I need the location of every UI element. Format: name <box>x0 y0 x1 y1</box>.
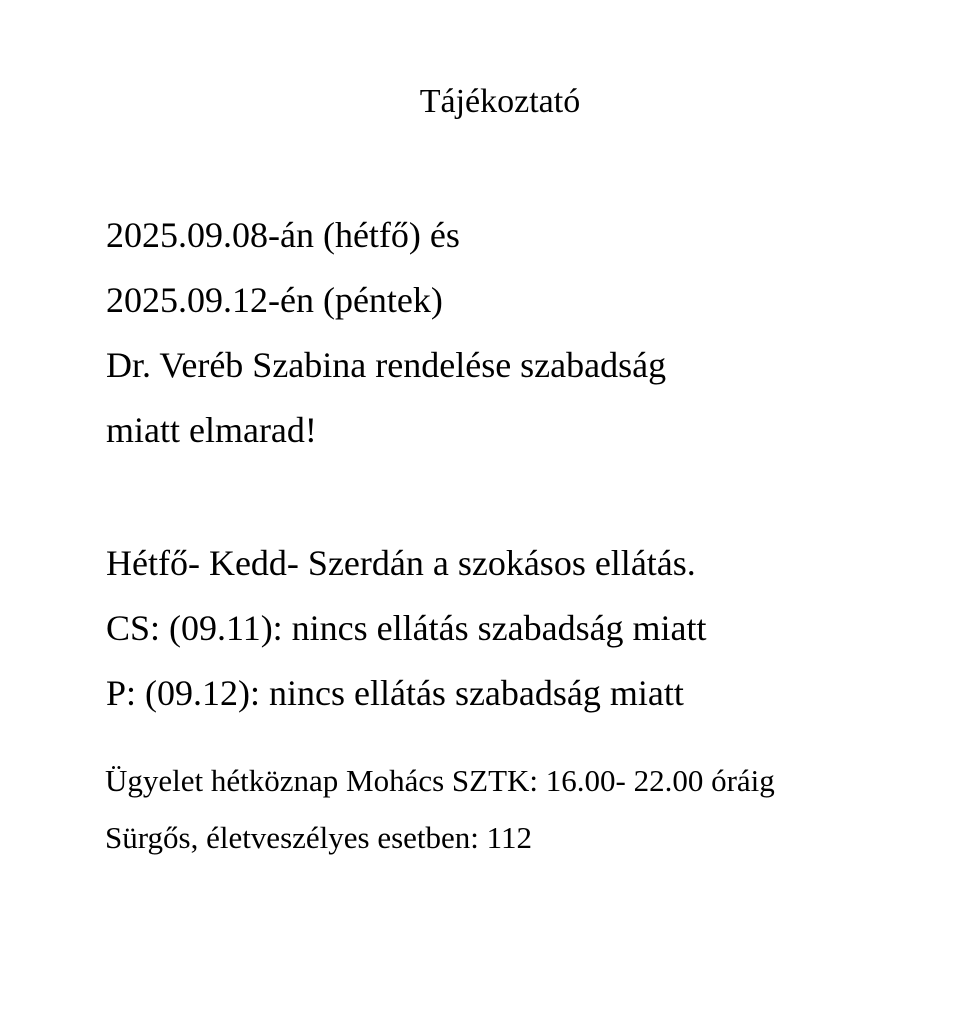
closure-line-4: miatt elmarad! <box>106 410 317 450</box>
schedule-line-thursday: CS: (09.11): nincs ellátás szabadság miatt <box>106 608 707 648</box>
schedule-line-weekdays: Hétfő- Kedd- Szerdán a szokásos ellátás. <box>106 543 696 583</box>
on-call-info: Ügyelet hétköznap Mohács SZTK: 16.00- 22.00 óráig <box>105 763 775 798</box>
closure-line-1: 2025.09.08-án (hétfő) és <box>106 215 460 255</box>
schedule-line-friday: P: (09.12): nincs ellátás szabadság miatt <box>106 673 684 713</box>
emergency-number-info: Sürgős, életveszélyes esetben: 112 <box>105 820 533 855</box>
notice-title: Tájékoztató <box>419 83 581 120</box>
closure-line-2: 2025.09.12-én (péntek) <box>106 280 443 320</box>
closure-line-3: Dr. Veréb Szabina rendelése szabadság <box>106 345 667 385</box>
